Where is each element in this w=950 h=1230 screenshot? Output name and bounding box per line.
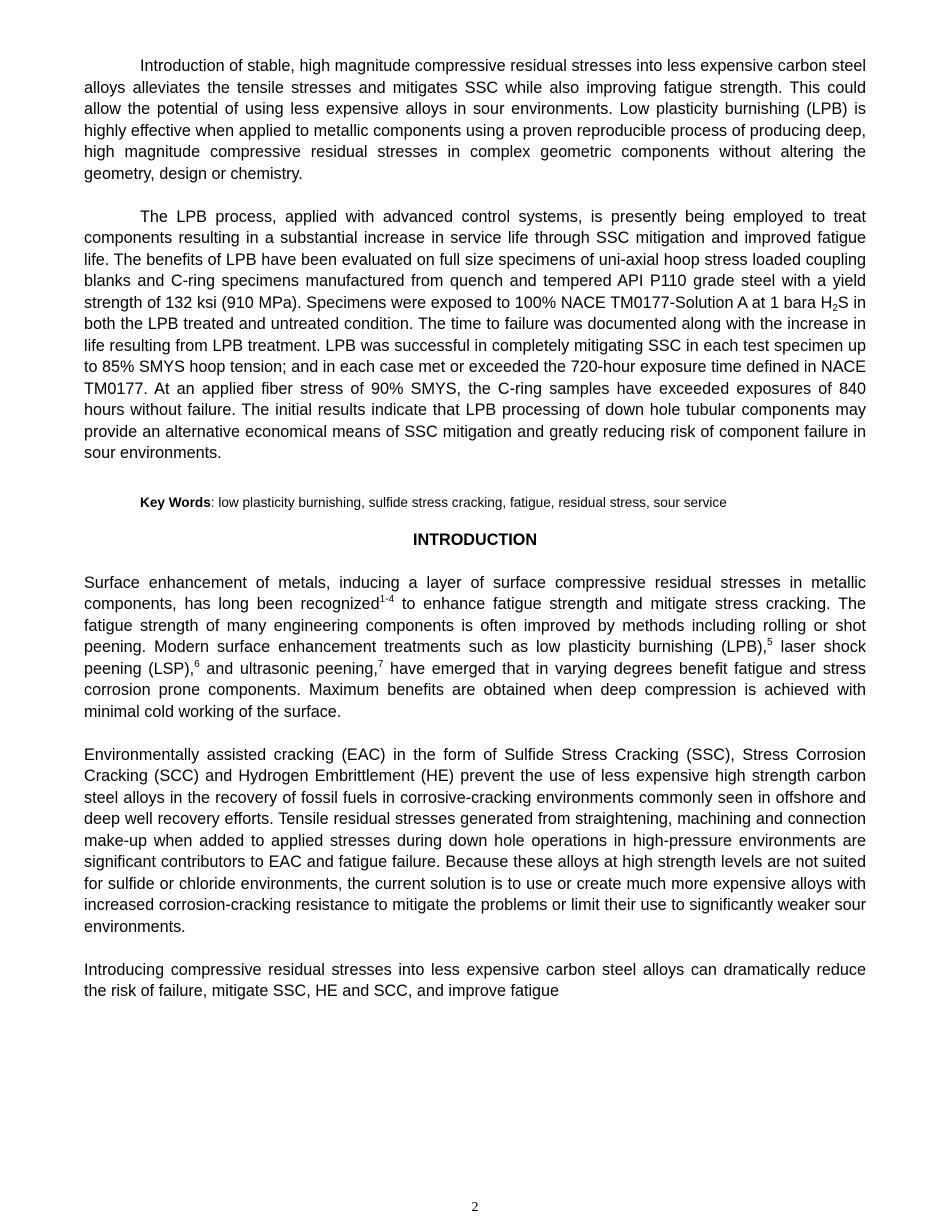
intro-p1-text-a: Surface enhancement of metals, inducing a layer of surface compressive residual stresses in metallic components, has long been recognized [84,573,866,613]
keywords-text: : low plasticity burnishing, sulfide stress cracking, fatigue, residual stress, sour service [210,494,727,510]
abstract-p2-text-b: S in both the LPB treated and untreated condition. The time to failure was documented along with the increase in life resulting from LPB treatment. LPB was successful in completely mitigating SSC in each test specimen up to 85% SMYS hoop tension; and in each case met or exceeded the 720-hour exposure time defined in NACE TM0177. At an applied fiber stress of 90% SMYS, the C-ring samples have exceeded exposures of 840 hours without failure. The initial results indicate that LPB processing of down hole tubular components may provide an alternative economical means of SSC mitigation and greatly reducing risk of component failure in sour environments. [84,293,866,462]
keywords-label: Key Words [140,494,211,510]
reference-superscript: 6 [194,658,200,670]
intro-p1-text-b: to enhance fatigue strength and mitigate stress cracking. The fatigue strength of many engineering components is often improved by methods including rolling or shot peening. Modern surface enhancement treatments such as low plasticity burnishing (LPB), [84,595,866,656]
intro-paragraph-1 [84,573,866,724]
page-body [84,56,866,1024]
intro-paragraph-2: Environmentally assisted cracking (EAC) in the form of Sulfide Stress Cracking (SSC), Stress Corrosion Cracking (SCC) and Hydrogen Embrittlement (HE) prevent the use of less expensive high strength carbon steel alloys in the recovery of fossil fuels in corrosive-cracking environments commonly seen in offshore and deep well recovery efforts. Tensile residual stresses generated from straightening, machining and connection make-up when added to applied stresses during down hole operations in high-pressure environments are significant contributors to EAC and fatigue failure. Because these alloys at high strength levels are not suited for sulfide or chloride environments, the current solution is to use or create much more expensive alloys with increased corrosion-cracking resistance to mitigate the problems or limit their use to significantly weaker sour environments. [84,745,866,936]
abstract-paragraph-2 [84,207,866,465]
intro-paragraph-3: Introducing compressive residual stresses into less expensive carbon steel alloys can dramatically reduce the risk of failure, mitigate SSC, HE and SCC, and improve fatigue [84,960,866,1000]
section-heading-introduction: INTRODUCTION [412,530,538,549]
reference-superscript: 1-4 [379,594,395,605]
intro-p1-text-c: laser shock peening (LSP), [84,638,866,678]
intro-p1-text-d: and ultrasonic peening, [199,659,378,678]
keywords [140,494,866,512]
h2s-subscript: 2 [832,302,838,314]
abstract-p2-text-a: The LPB process, applied with advanced control systems, is presently being employed to treat components resulting in a substantial increase in service life through SSC mitigation and improved fatigue life. The benefits of LPB have been evaluated on full size specimens of uni-axial hoop stress loaded coupling blanks and C-ring specimens manufactured from quench and tempered API P110 grade steel with a yield strength of 132 ksi (910 MPa). Specimens were exposed to 100% NACE TM0177-Solution A at 1 bara H [84,207,866,312]
reference-superscript: 5 [767,637,773,648]
page-number: 2 [471,1200,479,1215]
intro-p1-text-e: have emerged that in varying degrees benefit fatigue and stress corrosion prone components. Maximum benefits are obtained when deep compression is achieved with minimal cold working of the surface. [84,659,866,721]
abstract-paragraph-1: Introduction of stable, high magnitude compressive residual stresses into less expensive carbon steel alloys alleviates the tensile stresses and mitigates SSC while also improving fatigue strength. This could allow the potential of using less expensive alloys in sour environments. Low plasticity burnishing (LPB) is highly effective when applied to metallic components using a proven reproducible process of producing deep, high magnitude compressive residual stresses in complex geometric components without altering the geometry, design or chemistry. [84,57,866,183]
reference-superscript: 7 [377,658,384,670]
